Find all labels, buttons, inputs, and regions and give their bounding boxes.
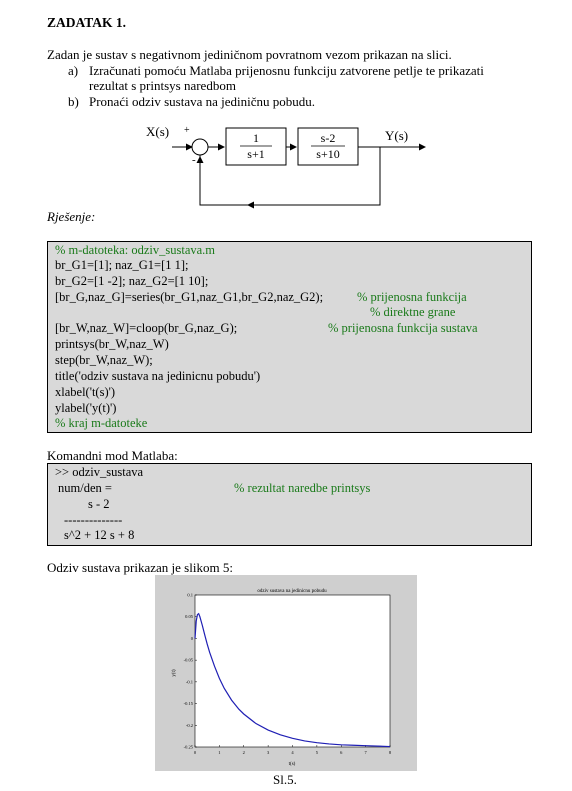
x-tick-label: 7 [364,750,367,755]
task-a-text-cont: rezultat s printsys naredbom [89,78,236,93]
page-title: ZADATAK 1. [47,15,127,30]
task-b-marker: b) [68,94,79,109]
chart-xlabel: t(s) [288,762,296,767]
task-b-text: Pronaći odziv sustava na jediničnu pobudu. [89,94,316,109]
figure-frame [155,575,417,771]
y-tick-label: -0.2 [185,722,193,728]
summing-junction [192,139,208,155]
command-mode-label: Komandni mod Matlaba: [47,448,178,463]
y-tick-label: 0.1 [187,592,193,598]
input-label: X(s) [146,124,170,139]
g2-denominator: s+10 [316,147,340,161]
denominator-text: s^2 + 12 s + 8 [64,528,135,542]
chart-ylabel: y(t) [172,669,177,677]
numden-label: num/den = [58,481,112,495]
code-line-12: % kraj m-datoteke [55,416,148,430]
y-tick-label: -0.15 [183,701,193,707]
chart-title: odziv sustava na jedinicnu pobudu [257,589,327,594]
task-a-marker: a) [68,63,79,78]
plus-sign: + [184,125,190,136]
code-line-1: % m-datoteka: odziv_sustava.m [55,243,216,257]
y-tick-label: -0.25 [183,744,193,750]
code-line-7: printsys(br_W,naz_W) [55,337,169,351]
code-comment-4: % prijenosna funkcija [357,290,467,304]
intro-text: Zadan je sustav s negativnom jediničnom povratnom vezom prikazan na slici. [47,47,452,62]
figure-caption: Sl.5. [273,772,297,787]
block-diagram [140,120,440,215]
y-tick-label: 0.05 [185,614,193,620]
figure-intro: Odziv sustava prikazan je slikom 5: [47,560,233,575]
code-listing [47,241,532,433]
x-tick-label: 8 [388,750,392,755]
command-comment: % rezultat naredbe printsys [234,481,371,495]
x-tick-label: 4 [291,750,294,755]
code-comment-6: % prijenosna funkcija sustava [328,321,478,335]
task-a-text: Izračunati pomoću Matlaba prijenosnu funkciju zatvorene petlje te prikazati [89,63,484,78]
code-line-3: br_G2=[1 -2]; naz_G2=[1 10]; [55,274,209,288]
code-line-4: [br_G,naz_G]=series(br_G1,naz_G1,br_G2,naz_G2); [55,290,324,304]
g2-numerator: s-2 [320,131,336,145]
code-line-2: br_G1=[1]; naz_G1=[1 1]; [55,258,189,272]
y-tick-label: 0 [190,635,193,641]
code-line-10: xlabel('t(s)') [55,385,116,399]
solution-label: Rješenje: [47,209,96,224]
y-tick-label: -0.05 [183,657,193,663]
code-line-8: step(br_W,naz_W); [55,353,153,367]
minus-sign: - [192,154,196,166]
step-response-chart [155,575,417,771]
command-window [47,463,532,546]
x-tick-label: 3 [267,750,270,755]
x-tick-label: 0 [193,750,197,755]
x-tick-label: 1 [218,750,221,755]
code-line-9: title('odziv sustava na jedinicnu pobudu') [55,369,261,383]
command-prompt: >> odziv_sustava [55,465,144,479]
g1-denominator: s+1 [247,147,265,161]
g1-numerator: 1 [253,131,259,145]
x-tick-label: 5 [315,750,318,755]
fraction-bar: -------------- [64,513,123,527]
code-line-11: ylabel('y(t)') [55,401,117,415]
y-tick-label: -0.1 [185,679,193,685]
numerator-text: s - 2 [88,497,110,511]
code-line-6: [br_W,naz_W]=cloop(br_G,naz_G); [55,321,238,335]
x-tick-label: 6 [340,750,343,755]
code-comment-5: % direktne grane [370,305,456,319]
output-label: Y(s) [385,128,409,143]
x-tick-label: 2 [242,750,245,755]
